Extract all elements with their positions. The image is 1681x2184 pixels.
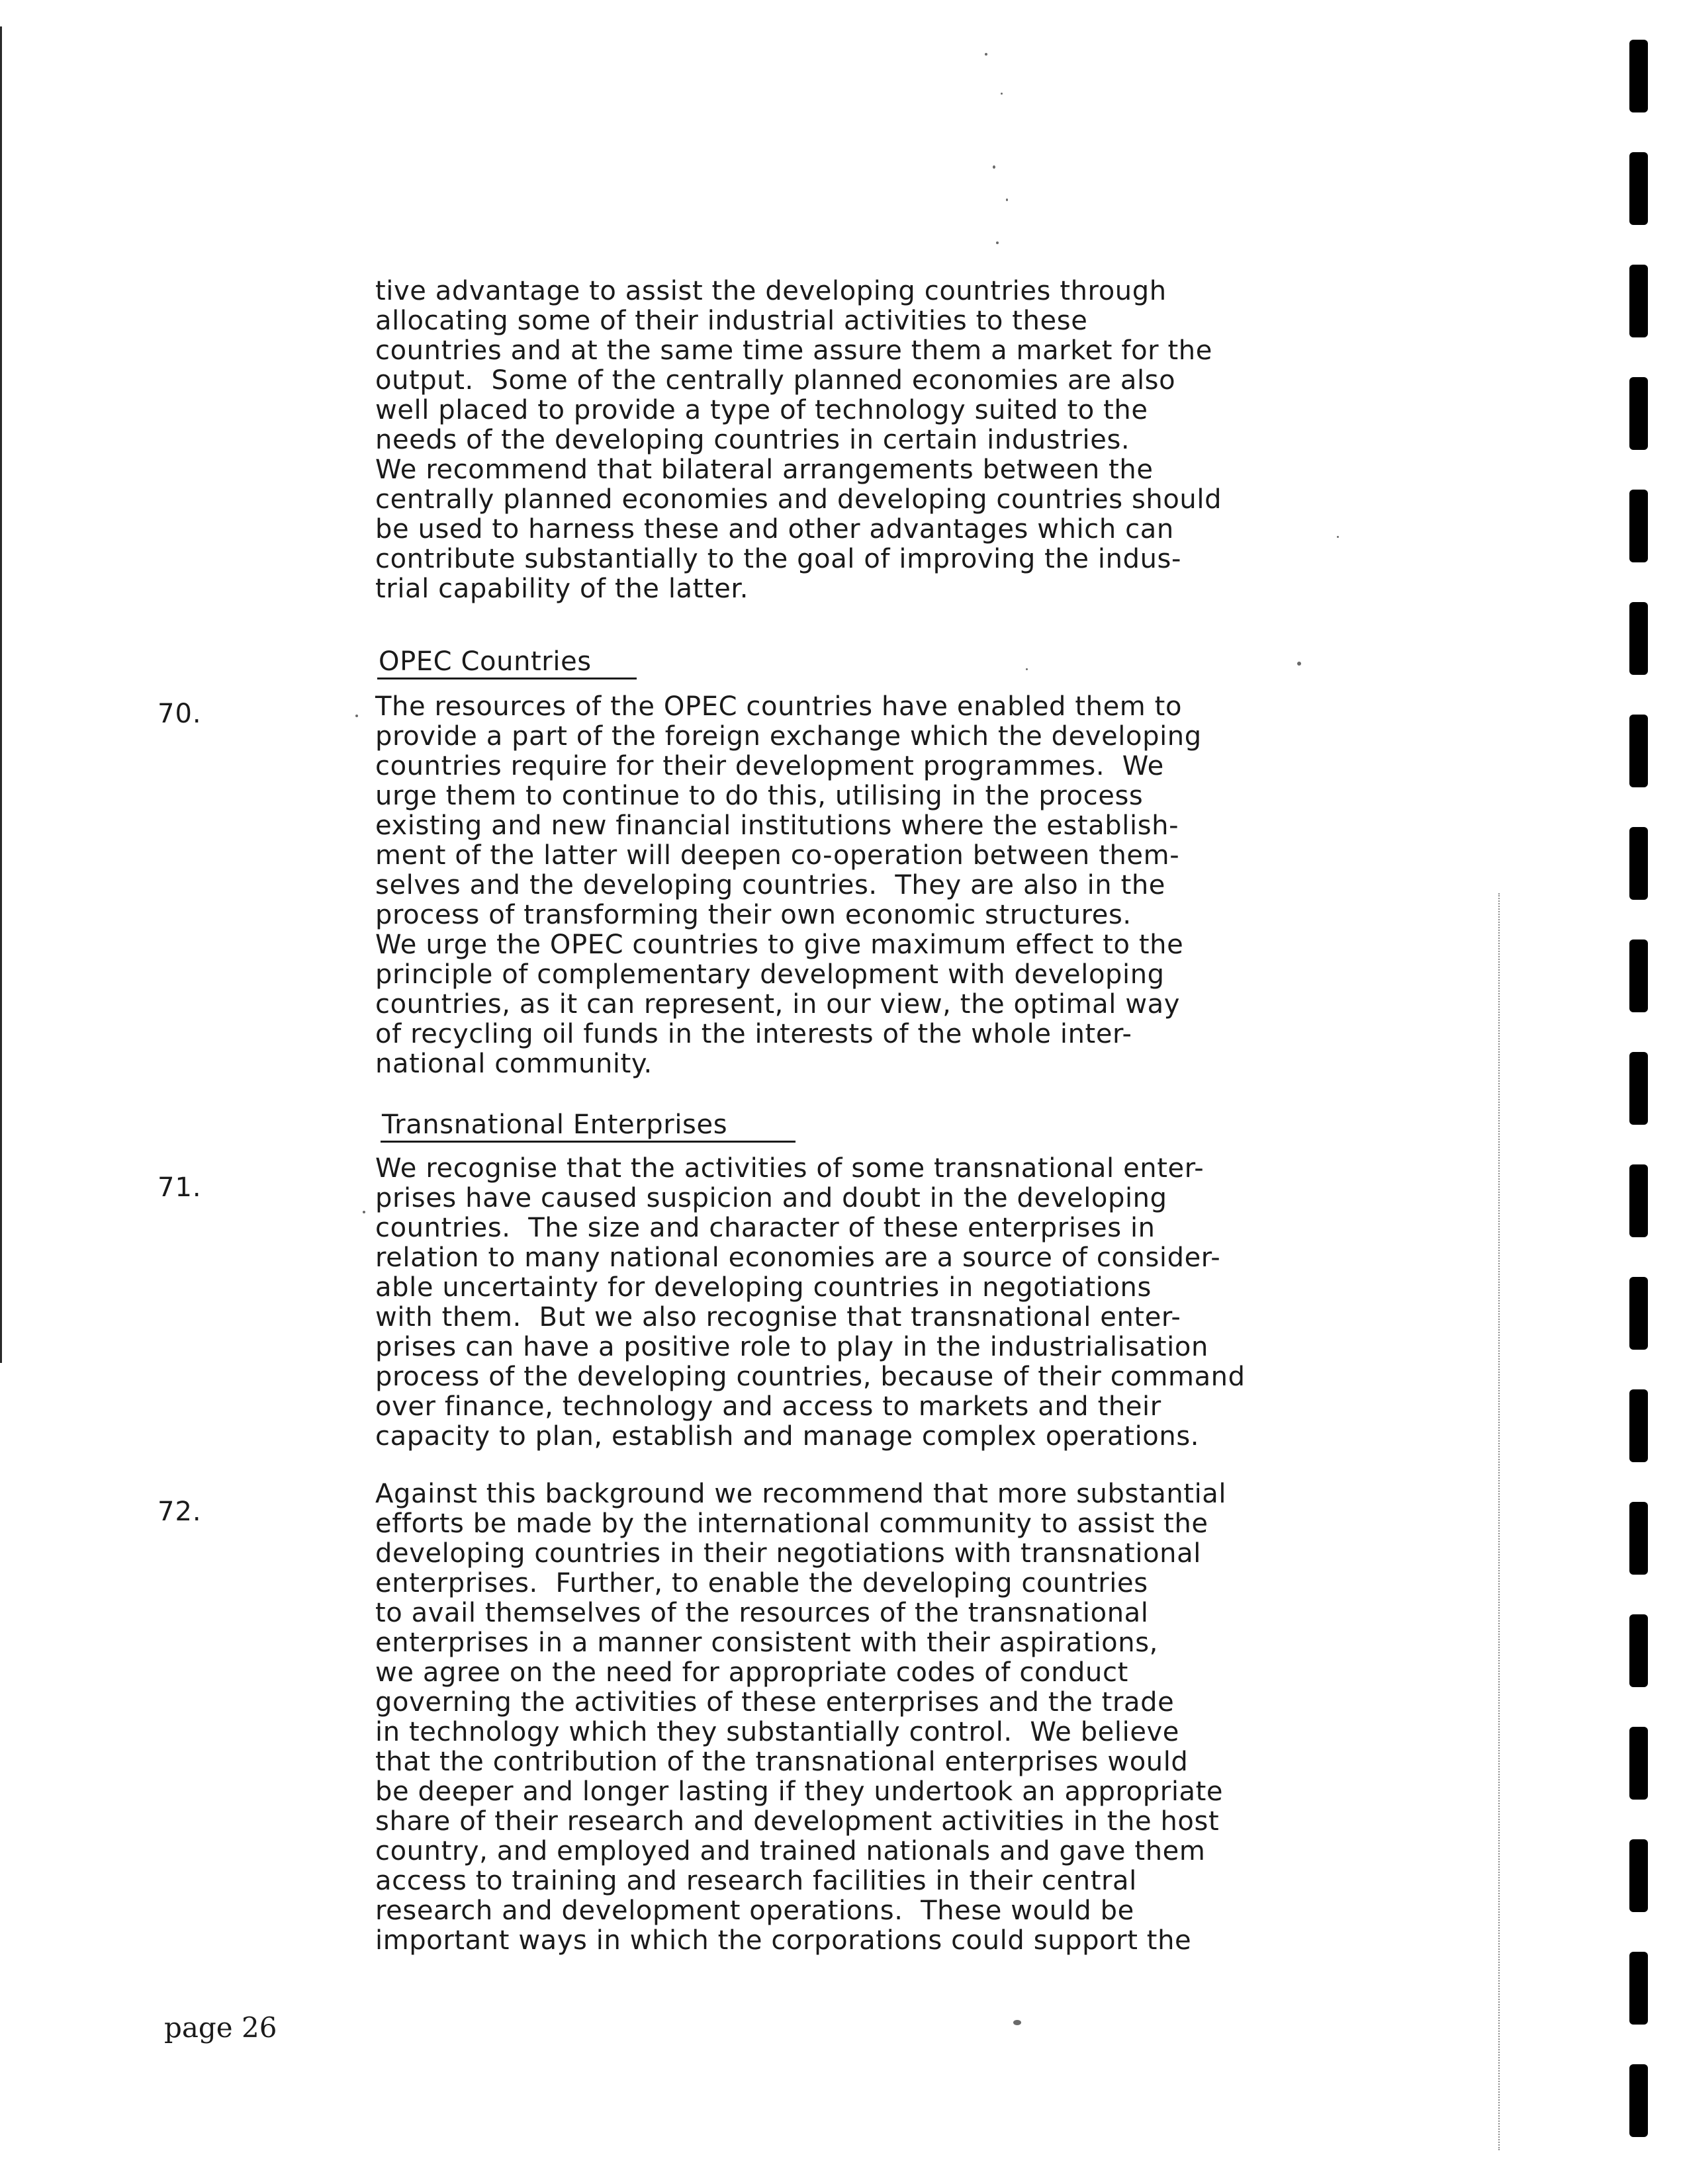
binding-mark — [1629, 1502, 1648, 1575]
section-heading-transnational: Transnational Enterprises — [382, 1110, 728, 1140]
scan-speck — [1297, 662, 1301, 666]
scan-speck — [1026, 668, 1028, 670]
scan-speck — [1013, 2020, 1021, 2025]
scan-speck — [355, 715, 358, 717]
scan-left-edge — [0, 26, 2, 1363]
scan-speck — [1337, 536, 1339, 538]
binding-mark — [1629, 40, 1648, 112]
binding-mark — [1629, 1277, 1648, 1350]
binding-mark — [1629, 1389, 1648, 1462]
page-number: page 26 — [164, 2011, 277, 2044]
binding-mark — [1629, 1052, 1648, 1125]
paragraph-71: We recognise that the activities of some transnational enter- prises have caused suspicion and doubt in the developing countries. The size and character of these enterprises in relation to many national economies are a source of consider- able uncertainty for developing countries in negotiations with them. But we also recognise that transnational enter- prises can have a positive role to play in the industrialisation process of the developing countries, because of their command over finance, technology and access to markets and their capacity to plan, establish and manage complex operations. — [375, 1153, 1246, 1452]
binding-mark — [1629, 939, 1648, 1012]
heading-underline-opec — [377, 677, 637, 679]
paragraph-72: Against this background we recommend that more substantial efforts be made by the international community to assist the developing countries in their negotiations with transnational enterprises. Further, to enable the developing countries to avail themselves of the resources of the transnational enterprises in a manner consistent with their aspirations, we agree on the need for appropriate codes of conduct governing the activities of these enterprises and the trade in technology which they substantially control. We believe that the contribution of the transnational enterprises would be deeper and longer lasting if they undertook an appropriate share of their research and development activities in the host country, and employed and trained nationals and gave them access to training and research facilities in their central research and development operations. These would be important ways in which the corporations could support the — [375, 1479, 1227, 1956]
paragraph-70: The resources of the OPEC countries have enabled them to provide a part of the foreign exchange which the developing countries require for their development programmes. We urge them to continue to do this, utilising in the process existing and new financial institutions where the establish- ment of the latter will deepen co-operation between them- selves and the developing countries. They are also in the process of transforming their own economic structures. We urge the OPEC countries to give maximum effect to the principle of complementary development with developing countries, as it can represent, in our view, the optimal way of recycling oil funds in the interests of the whole inter- national community. — [375, 691, 1202, 1079]
binding-mark — [1629, 715, 1648, 787]
binding-mark — [1629, 827, 1648, 900]
paragraph-number-72: 72. — [158, 1497, 202, 1527]
scan-speck — [1001, 93, 1003, 95]
binding-mark — [1629, 490, 1648, 562]
binding-mark — [1629, 1614, 1648, 1687]
heading-underline-transnational — [381, 1141, 795, 1143]
binding-mark — [1629, 1727, 1648, 1800]
paragraph-number-70: 70. — [158, 699, 202, 729]
scan-speck — [1006, 198, 1008, 201]
section-heading-opec: OPEC Countries — [379, 646, 592, 677]
scan-speck — [985, 53, 987, 56]
intro-paragraph: tive advantage to assist the developing countries through allocating some of their industrial activities to these countries and at the same time assure them a market for the output. Some of the centrally planned economies are also well placed to provide a type of technology suited to the needs of the developing countries in certain industries. We recommend that bilateral arrangements between the centrally planned economies and developing countries should be used to harness these and other advantages which can contribute substantially to the goal of improving the indus- trial capability of the latter. — [375, 276, 1222, 604]
scan-speck — [996, 241, 999, 244]
binding-mark — [1629, 1952, 1648, 2025]
binding-mark — [1629, 265, 1648, 337]
binding-mark — [1629, 1839, 1648, 1912]
perforation-line — [1498, 893, 1501, 2150]
binding-mark — [1629, 152, 1648, 225]
binding-mark — [1629, 377, 1648, 450]
binding-mark — [1629, 1164, 1648, 1237]
paragraph-number-71: 71. — [158, 1172, 202, 1203]
scan-speck — [363, 1211, 365, 1213]
binding-mark — [1629, 602, 1648, 675]
binding-mark — [1629, 2064, 1648, 2137]
scan-speck — [993, 165, 995, 169]
